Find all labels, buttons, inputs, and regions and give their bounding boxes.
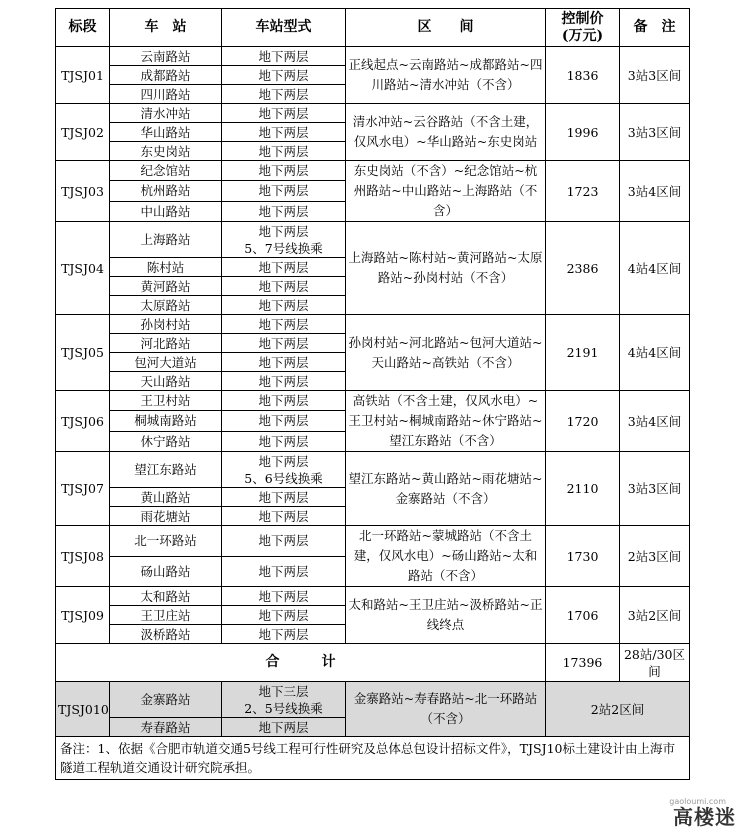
section-id: TJSJ06 — [56, 391, 110, 452]
total-price: 17396 — [546, 644, 620, 682]
interval: 太和路站~王卫庄站~汲桥路站~正线终点 — [346, 587, 546, 644]
remark: 3站4区间 — [620, 161, 690, 222]
table-row — [56, 104, 690, 123]
station-type: 地下两层 — [222, 526, 346, 557]
station-type: 地下两层 — [222, 587, 346, 606]
header-section: 标段 — [56, 9, 110, 47]
table-row — [56, 222, 690, 258]
table-row — [56, 526, 690, 557]
total-remark: 28站/30区间 — [620, 644, 690, 682]
section-id: TJSJ07 — [56, 452, 110, 526]
interval: 望江东路站~黄山路站~雨花塘站~金寨路站（不含） — [346, 452, 546, 526]
station-type: 地下两层 5、7号线换乘 — [222, 222, 346, 258]
section-id: TJSJ03 — [56, 161, 110, 222]
station-name: 包河大道站 — [110, 353, 222, 372]
section-id: TJSJ09 — [56, 587, 110, 644]
section-id: TJSJ08 — [56, 526, 110, 587]
station-name: 杭州路站 — [110, 181, 222, 201]
price: 1723 — [546, 161, 620, 222]
station-name: 汲桥路站 — [110, 625, 222, 644]
remark: 3站3区间 — [620, 104, 690, 161]
remark: 4站4区间 — [620, 222, 690, 315]
station-type: 地下两层 — [222, 258, 346, 277]
station-name: 孙岗村站 — [110, 315, 222, 334]
price: 1836 — [546, 47, 620, 104]
station-type: 地下两层 — [222, 507, 346, 526]
station-type: 地下两层 — [222, 334, 346, 353]
table-row — [56, 391, 690, 411]
watermark-url: gaoloumi.com — [669, 797, 726, 806]
station-type: 地下两层 — [222, 104, 346, 123]
interval: 上海路站~陈村站~黄河路站~太原路站~孙岗村站（不含） — [346, 222, 546, 315]
section-id: TJSJ02 — [56, 104, 110, 161]
station-name: 四川路站 — [110, 85, 222, 104]
station-name: 华山路站 — [110, 123, 222, 142]
station-name: 天山路站 — [110, 372, 222, 391]
price: 2191 — [546, 315, 620, 391]
station-name: 河北路站 — [110, 334, 222, 353]
table-row — [56, 682, 690, 718]
station-type: 地下两层 — [222, 201, 346, 221]
table-row — [56, 452, 690, 488]
price: 1730 — [546, 526, 620, 587]
station-type: 地下两层 — [222, 556, 346, 587]
station-type: 地下两层 — [222, 181, 346, 201]
section-id: TJSJ05 — [56, 315, 110, 391]
station-type: 地下两层 — [222, 85, 346, 104]
section-id: TJSJ04 — [56, 222, 110, 315]
station-name: 东史岗站 — [110, 142, 222, 161]
total-label: 合 计 — [56, 644, 546, 682]
station-type: 地下两层 — [222, 47, 346, 66]
station-type: 地下两层 — [222, 66, 346, 85]
station-name: 上海路站 — [110, 222, 222, 258]
note-row — [56, 737, 690, 780]
price: 1706 — [546, 587, 620, 644]
interval: 清水冲站~云谷路站（不含土建，仅风水电）~华山路站~东史岗站 — [346, 104, 546, 161]
station-name: 金寨路站 — [110, 682, 222, 718]
station-name: 成都路站 — [110, 66, 222, 85]
station-name: 纪念馆站 — [110, 161, 222, 181]
header-price: 控制价 (万元) — [546, 9, 620, 47]
station-name: 云南路站 — [110, 47, 222, 66]
station-name: 中山路站 — [110, 201, 222, 221]
station-type: 地下两层 — [222, 625, 346, 644]
station-name: 雨花塘站 — [110, 507, 222, 526]
watermark-logo: 高楼迷 — [673, 805, 736, 829]
table-row — [56, 47, 690, 66]
interval: 孙岗村站~河北路站~包河大道站~天山路站~高铁站（不含） — [346, 315, 546, 391]
header-station: 车 站 — [110, 9, 222, 47]
station-type: 地下两层 — [222, 353, 346, 372]
station-name: 北一环路站 — [110, 526, 222, 557]
table-row — [56, 161, 690, 181]
station-name: 黄河路站 — [110, 277, 222, 296]
station-type: 地下两层 — [222, 142, 346, 161]
station-type: 地下两层 — [222, 411, 346, 431]
header-type: 车站型式 — [222, 9, 346, 47]
station-name: 太原路站 — [110, 296, 222, 315]
station-type: 地下两层 — [222, 606, 346, 625]
remark: 2站3区间 — [620, 526, 690, 587]
remark: 3站3区间 — [620, 47, 690, 104]
remark: 3站4区间 — [620, 391, 690, 452]
remark: 3站3区间 — [620, 452, 690, 526]
station-type: 地下两层 — [222, 296, 346, 315]
station-name: 王卫村站 — [110, 391, 222, 411]
remark: 2站2区间 — [546, 682, 690, 737]
station-name: 寿春路站 — [110, 718, 222, 737]
header-interval: 区 间 — [346, 9, 546, 47]
price: 1996 — [546, 104, 620, 161]
bid-table — [55, 8, 690, 780]
interval: 高铁站（不含土建，仅风水电）~王卫村站~桐城南路站~休宁路站~望江东路站（不含） — [346, 391, 546, 452]
station-type: 地下两层 — [222, 488, 346, 507]
station-name: 休宁路站 — [110, 431, 222, 451]
station-name: 王卫庄站 — [110, 606, 222, 625]
table-row — [56, 315, 690, 334]
section-id: TJSJ010 — [56, 682, 110, 737]
interval: 金寨路站~寿春路站~北一环路站（不含） — [346, 682, 546, 737]
station-name: 砀山路站 — [110, 556, 222, 587]
station-type: 地下两层 — [222, 372, 346, 391]
interval: 正线起点~云南路站~成都路站~四川路站~清水冲站（不含） — [346, 47, 546, 104]
total-row — [56, 644, 690, 682]
station-type: 地下两层 — [222, 315, 346, 334]
price: 2386 — [546, 222, 620, 315]
station-name: 望江东路站 — [110, 452, 222, 488]
interval: 东史岗站（不含）~纪念馆站~杭州路站~中山路站~上海路站（不含） — [346, 161, 546, 222]
station-type: 地下三层 2、5号线换乘 — [222, 682, 346, 718]
station-type: 地下两层 — [222, 277, 346, 296]
note-text: 备注：1、依据《合肥市轨道交通5号线工程可行性研究及总体总包设计招标文件》，TJSJ10标土建设计由上海市隧道工程轨道交通设计研究院承担。 — [56, 737, 690, 780]
station-name: 太和路站 — [110, 587, 222, 606]
header-remark: 备 注 — [620, 9, 690, 47]
interval: 北一环路站~蒙城路站（不含土建，仅风水电）~砀山路站~太和路站（不含） — [346, 526, 546, 587]
table-row — [56, 587, 690, 606]
station-type: 地下两层 — [222, 161, 346, 181]
remark: 3站2区间 — [620, 587, 690, 644]
station-name: 陈村站 — [110, 258, 222, 277]
price: 2110 — [546, 452, 620, 526]
station-type: 地下两层 5、6号线换乘 — [222, 452, 346, 488]
station-type: 地下两层 — [222, 123, 346, 142]
station-name: 清水冲站 — [110, 104, 222, 123]
section-id: TJSJ01 — [56, 47, 110, 104]
station-name: 桐城南路站 — [110, 411, 222, 431]
remark: 4站4区间 — [620, 315, 690, 391]
price: 1720 — [546, 391, 620, 452]
station-name: 黄山路站 — [110, 488, 222, 507]
station-type: 地下两层 — [222, 431, 346, 451]
station-type: 地下两层 — [222, 718, 346, 737]
station-type: 地下两层 — [222, 391, 346, 411]
